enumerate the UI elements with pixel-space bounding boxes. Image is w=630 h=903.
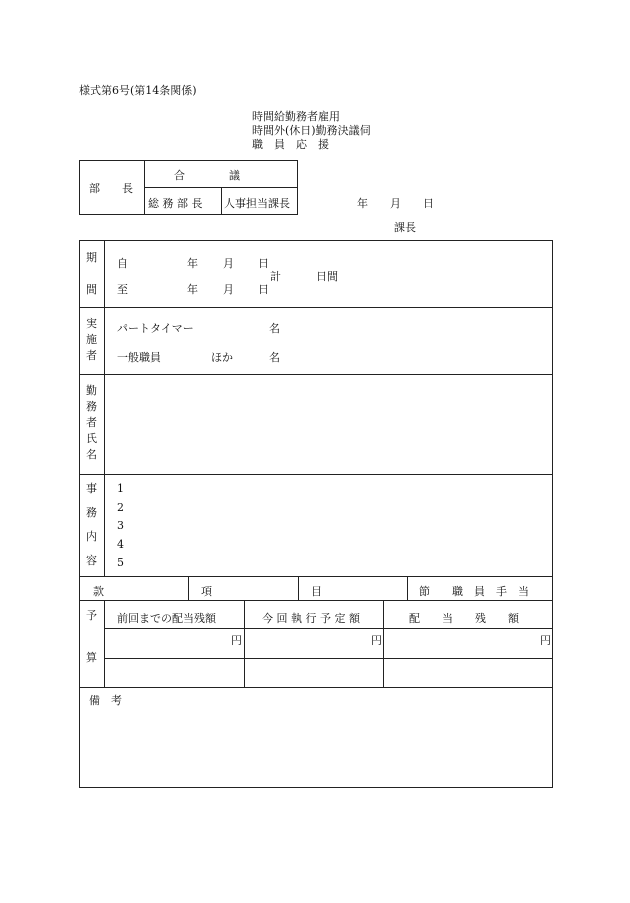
kacho-label: 課長 — [394, 221, 416, 234]
yen-unit-3: 円 — [540, 634, 551, 647]
title-line-1: 時間給勤務者雇用 — [252, 110, 340, 123]
period-days: 日間 — [316, 270, 338, 283]
moku-label: 目 — [311, 585, 322, 598]
kan-label: 款 — [93, 585, 104, 598]
yen-unit-1: 円 — [231, 634, 242, 647]
duty-item-1: 1 — [117, 482, 124, 495]
period-to-year: 年 — [187, 283, 198, 296]
date-line: 年 月 日 — [357, 197, 434, 210]
period-from: 自 — [117, 257, 128, 270]
general-staff-count-unit: 名 — [269, 351, 280, 364]
yen-unit-2: 円 — [371, 634, 382, 647]
title-line-3: 職 員 応 援 — [252, 138, 329, 151]
period-total: 計 — [270, 270, 281, 283]
period-to: 至 — [117, 283, 128, 296]
part-timer-count-unit: 名 — [269, 322, 280, 335]
period-from-year: 年 — [187, 257, 198, 270]
period-to-day: 日 — [258, 283, 269, 296]
general-staff-label: 一般職員 — [117, 351, 161, 364]
period-from-day: 日 — [258, 257, 269, 270]
duty-item-2: 2 — [117, 501, 124, 514]
budget-label: 予 算 — [86, 609, 97, 664]
duty-item-3: 3 — [117, 519, 124, 532]
remarks-label: 備 考 — [89, 694, 122, 707]
duty-item-5: 5 — [117, 556, 124, 569]
jinji-kacho-label: 人事担当課長 — [224, 197, 290, 210]
others-label: ほか — [211, 351, 233, 364]
somu-bucho-label: 総 務 部 長 — [148, 197, 203, 210]
implementer-label: 実 施 者 — [86, 317, 97, 362]
budget-col-allocation-balance: 配 当 残 額 — [409, 612, 519, 625]
worker-names-label: 勤 務 者 氏 名 — [86, 384, 97, 461]
kou-label: 項 — [201, 585, 212, 598]
budget-col-planned-execution: 今 回 執 行 予 定 額 — [262, 612, 360, 625]
duty-item-4: 4 — [117, 538, 124, 551]
gogi-label: 合 議 — [174, 169, 240, 182]
period-label: 期 間 — [86, 251, 97, 296]
bucho-label: 部 長 — [89, 182, 133, 195]
form-reference: 様式第6号(第14条関係) — [79, 84, 197, 97]
duties-label: 事 務 内 容 — [86, 482, 97, 567]
period-from-month: 月 — [223, 257, 234, 270]
budget-col-previous-allocation: 前回までの配当残額 — [117, 612, 216, 625]
title-line-2: 時間外(休日)勤務決議伺 — [252, 124, 371, 137]
period-to-month: 月 — [223, 283, 234, 296]
setsu-label: 節 職 員 手 当 — [419, 585, 529, 598]
part-timer-label: パートタイマー — [117, 322, 194, 335]
